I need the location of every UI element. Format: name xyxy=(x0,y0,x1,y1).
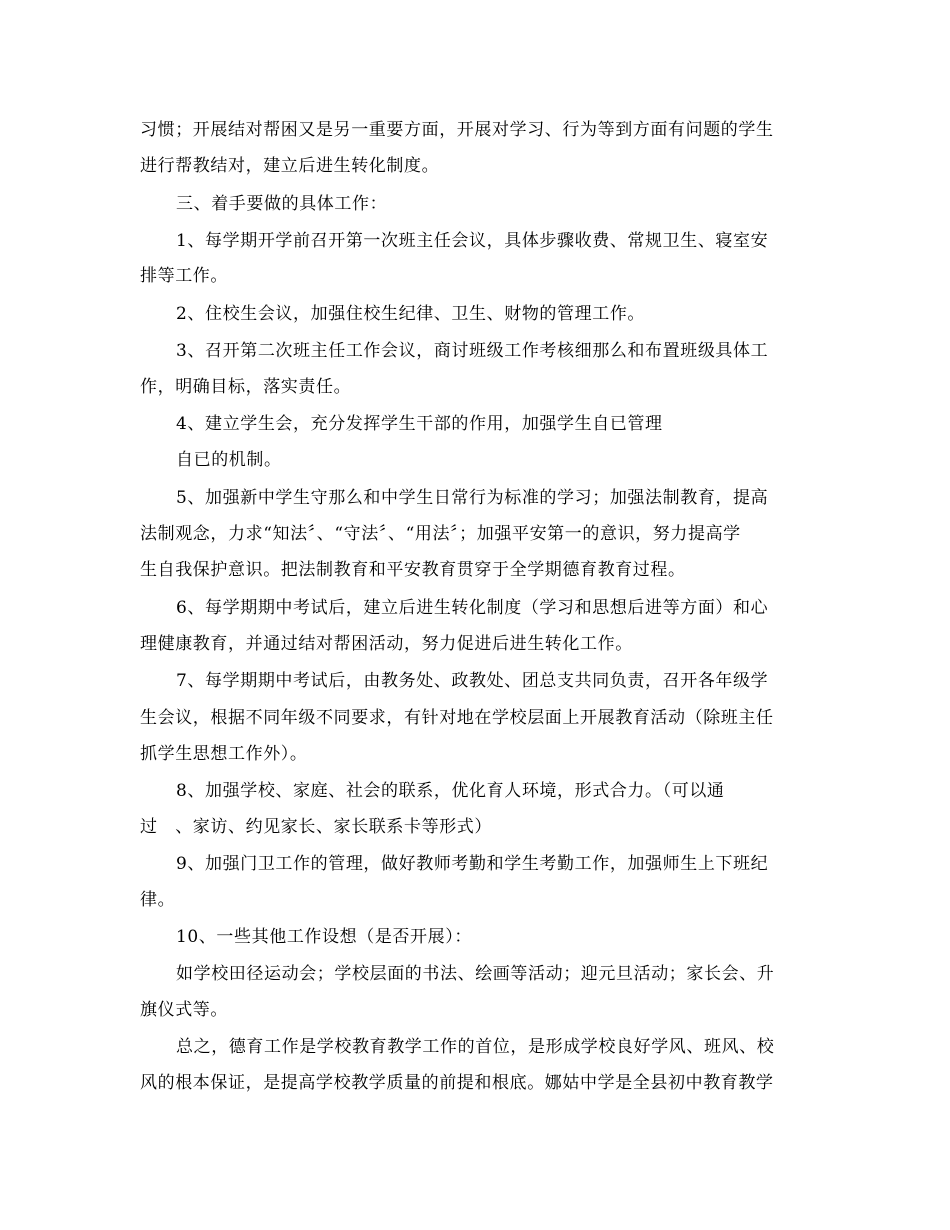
text-line-19: 8、加强学校、家庭、社会的联系，优化育人环境，形式合力。（可以通 xyxy=(176,781,725,801)
text-line-14: 6、每学期期中考试后，建立后进生转化制度（学习和思想后进等方面）和心 xyxy=(176,598,769,618)
text-line-10: 自已的机制。 xyxy=(176,450,282,470)
text-line-2: 进行帮教结对，建立后进生转化制度。 xyxy=(140,156,440,176)
text-line-16: 7、每学期期中考试后，由教务处、政教处、团总支共同负责，召开各年级学 xyxy=(176,671,769,691)
text-line-12: 法制观念，力求“知法〞、“守法〞、“用法〞；加强平安第一的意识，努力提高学 xyxy=(140,524,741,544)
text-line-18: 抓学生思想工作外）。 xyxy=(140,744,308,764)
text-line-4: 1、每学期开学前召开第一次班主任会议，具体步骤收费、常规卫生、寝室安 xyxy=(176,231,769,251)
text-line-21: 9、加强门卫工作的管理，做好教师考勤和学生考勤工作，加强师生上下班纪 xyxy=(176,854,769,874)
text-line-8: 作，明确目标，落实责任。 xyxy=(140,377,352,397)
text-line-11: 5、加强新中学生守那么和中学生日常行为标准的学习；加强法制教育，提高 xyxy=(176,488,769,508)
section-heading: 三、着手要做的具体工作： xyxy=(176,194,388,214)
text-line-6: 2、住校生会议，加强住校生纪律、卫生、财物的管理工作。 xyxy=(176,304,646,324)
text-line-5: 排等工作。 xyxy=(140,266,228,286)
text-line-15: 理健康教育，并通过结对帮困活动，努力促进后进生转化工作。 xyxy=(140,634,633,654)
text-line-1: 习惯；开展结对帮困又是另一重要方面，开展对学习、行为等到方面有问题的学生 xyxy=(140,120,774,140)
text-line-7: 3、召开第二次班主任工作会议，商讨班级工作考核细那么和布置班级具体工 xyxy=(176,341,769,361)
text-line-20: 过 、家访、约见家长、家长联系卡等形式） xyxy=(140,817,492,837)
text-line-26: 总之，德育工作是学校教育教学工作的首位，是形成学校良好学风、班风、校 xyxy=(176,1037,775,1057)
text-line-22: 律。 xyxy=(140,890,176,910)
text-line-13: 生自我保护意识。把法制教育和平安教育贯穿于全学期德育教育过程。 xyxy=(140,560,686,580)
text-line-9: 4、建立学生会，充分发挥学生干部的作用，加强学生自已管理 xyxy=(176,414,663,434)
text-line-17: 生会议，根据不同年级不同要求，有针对地在学校层面上开展教育活动（除班主任 xyxy=(140,708,774,728)
text-line-24: 如学校田径运动会；学校层面的书法、绘画等活动；迎元旦活动；家长会、升 xyxy=(176,964,775,984)
text-line-25: 旗仪式等。 xyxy=(140,1000,228,1020)
text-line-23: 10、一些其他工作设想（是否开展）： xyxy=(176,927,472,947)
text-line-27: 风的根本保证，是提高学校教学质量的前提和根底。娜姑中学是全县初中教育教学 xyxy=(140,1073,774,1093)
